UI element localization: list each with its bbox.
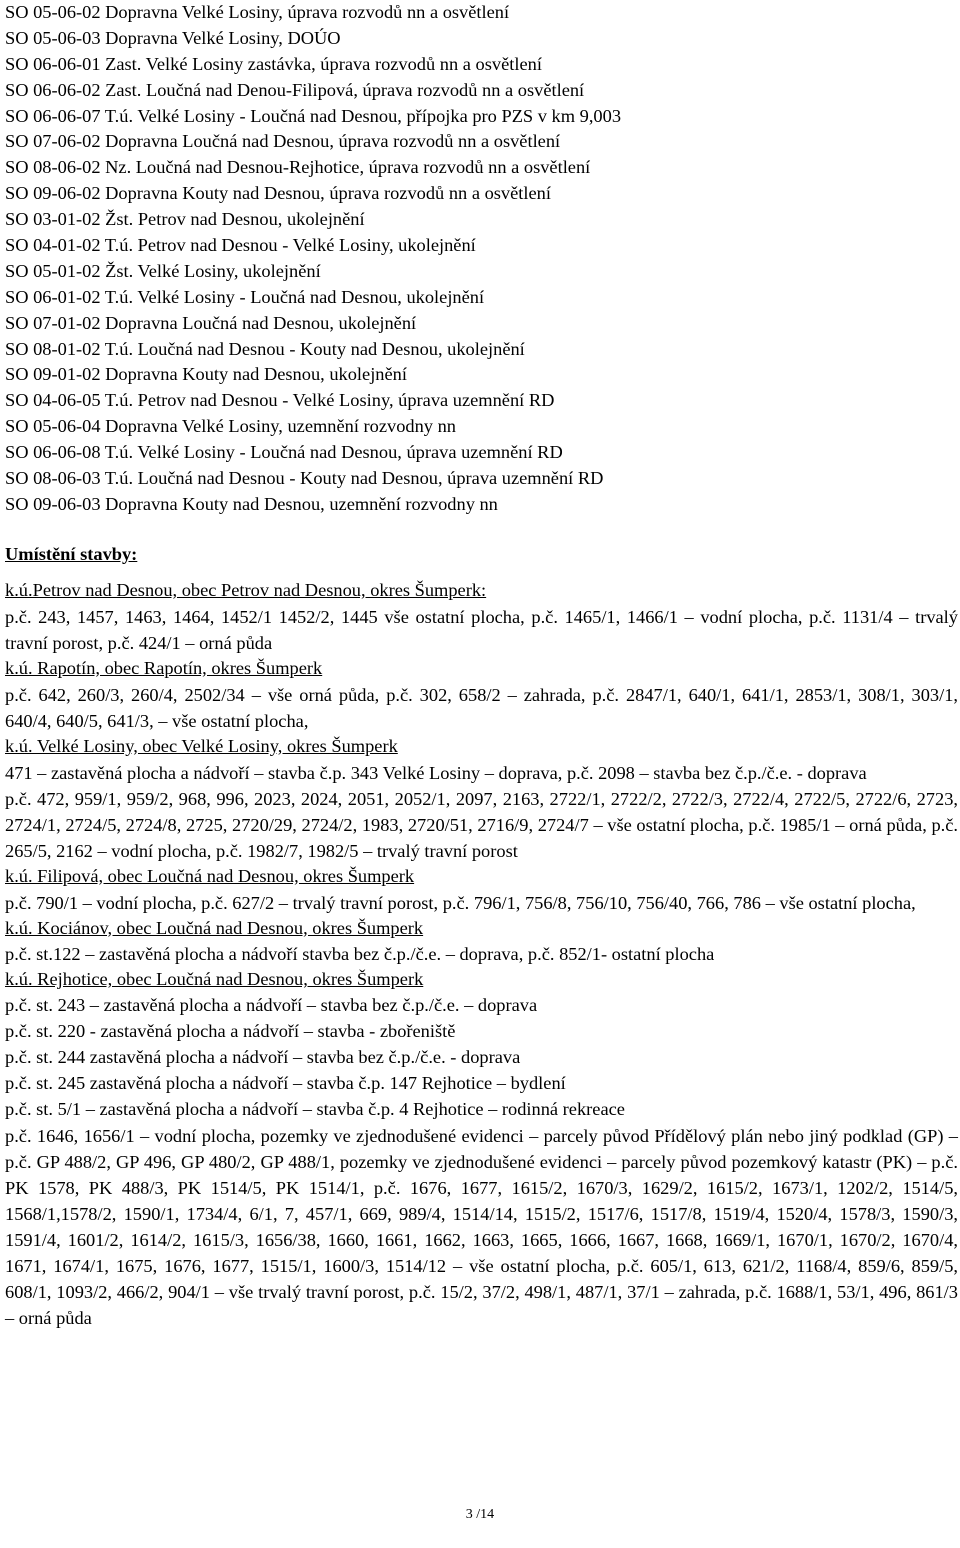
parcel-line-rejhotice: p.č. st. 243 – zastavěná plocha a nádvoří – stavba bez č.p./č.e. – doprava bbox=[5, 995, 538, 1016]
so-item: SO 07-01-02 Dopravna Loučná nad Desnou, ukolejnění bbox=[5, 312, 417, 333]
so-item: SO 09-06-03 Dopravna Kouty nad Desnou, uzemnění rozvodny nn bbox=[5, 493, 498, 514]
so-item: SO 06-06-01 Zast. Velké Losiny zastávka, úprava rozvodů nn a osvětlení bbox=[5, 53, 542, 74]
cadastral-title-velke-losiny: k.ú. Velké Losiny, obec Velké Losiny, okres Šumperk bbox=[5, 735, 398, 756]
so-item: SO 05-06-02 Dopravna Velké Losiny, úprava rozvodů nn a osvětlení bbox=[5, 2, 510, 22]
cadastral-title-petrov: k.ú.Petrov nad Desnou, obec Petrov nad Desnou, okres Šumperk: bbox=[5, 580, 487, 600]
so-item: SO 09-06-02 Dopravna Kouty nad Desnou, úprava rozvodů nn a osvětlení bbox=[5, 183, 551, 204]
so-item: SO 04-01-02 T.ú. Petrov nad Desnou - Velké Losiny, ukolejnění bbox=[5, 235, 476, 256]
parcels-rejhotice: p.č. 1646, 1656/1 – vodní plocha, pozemky ve zjednodušené evidenci – parcely původ Přídělový plán nebo jiný podklad (GP) – p.č. GP 488/2, GP 496, GP 480/2, GP 488/1, pozemky ve zjednodušené evidenci – parcely původ pozemkový katastr (PK) – p.č. PK 1578, PK 488/3, PK 1514/5, PK 1514/1, p.č. 1676, 1677, 1615/2, 1670/3, 1629/2, 1615/2, 1673/1, 1202/2, 1514/5, 1568/1,1578/2, 1590/1, 1734/4, 6/1, 7, 457/1, 669, 989/4, 1514/14, 1515/2, 1517/6, 1517/8, 1519/4, 1520/4, 1578/3, 1590/3, 1591/4, 1601/2, 1614/2, 1615/3, 1656/38, 1660, 1661, 1662, 1663, 1665, 1666, 1667, 1668, 1669/1, 1670/1, 1670/2, 1670/4, 1671, 1674/1, 1675, 1676, 1677, 1515/1, 1600/3, 1514/12 – vše ostatní plocha, p.č. 605/1, 613, 621/2, 1168/4, 859/6, 859/5, 608/1, 1093/2, 466/2, 904/1 – vše trvalý travní porost, p.č. 15/2, 37/2, 498/1, 487/1, 37/1 – zahrada, p.č. 1688/1, 53/1, 496, 861/3 – orná půda bbox=[5, 1125, 958, 1328]
so-item: SO 06-06-07 T.ú. Velké Losiny - Loučná nad Desnou, přípojka pro PZS v km 9,003 bbox=[5, 105, 622, 126]
so-list bbox=[5, 0, 955, 518]
so-item: SO 09-01-02 Dopravna Kouty nad Desnou, ukolejnění bbox=[5, 364, 407, 385]
parcels-filipova: p.č. 790/1 – vodní plocha, p.č. 627/2 – trvalý travní porost, p.č. 796/1, 756/8, 756/10, 756/40, 766, 786 – vše ostatní plocha, bbox=[5, 892, 916, 913]
so-item: SO 08-06-03 T.ú. Loučná nad Desnou - Kouty nad Desnou, úprava uzemnění RD bbox=[5, 468, 604, 489]
cadastral-title-filipova: k.ú. Filipová, obec Loučná nad Desnou, okres Šumperk bbox=[5, 865, 415, 886]
parcels-rapotin: p.č. 642, 260/3, 260/4, 2502/34 – vše orná půda, p.č. 302, 658/2 – zahrada, p.č. 2847/1, 640/1, 641/1, 2853/1, 308/1, 303/1, 640/4, 640/5, 641/3, – vše ostatní plocha, bbox=[5, 684, 958, 731]
so-item: SO 07-06-02 Dopravna Loučná nad Desnou, úprava rozvodů nn a osvětlení bbox=[5, 131, 561, 152]
parcel-line-rejhotice: p.č. st. 5/1 – zastavěná plocha a nádvoří – stavba č.p. 4 Rejhotice – rodinná rekreace bbox=[5, 1098, 625, 1119]
location-heading: Umístění stavby: bbox=[5, 544, 138, 564]
parcels-petrov: p.č. 243, 1457, 1463, 1464, 1452/1 1452/2, 1445 vše ostatní plocha, p.č. 1465/1, 1466/1 – vodní plocha, p.č. 1131/4 – trvalý travní porost, p.č. 424/1 – orná půda bbox=[5, 606, 958, 653]
parcels-velke-losiny: p.č. 472, 959/1, 959/2, 968, 996, 2023, 2024, 2051, 2052/1, 2097, 2163, 2722/1, 2722/2, 2722/3, 2722/4, 2722/5, 2722/6, 2723, 2724/1, 2724/5, 2724/8, 2725, 2720/29, 2724/2, 1983, 2720/51, 2716/9, 2724/7 – vše ostatní plocha, p.č. 1985/1 – orná půda, p.č. 265/5, 2162 – vodní plocha, p.č. 1982/7, 1982/5 – trvalý travní porost bbox=[5, 788, 958, 861]
so-item: SO 05-01-02 Žst. Velké Losiny, ukolejnění bbox=[5, 260, 321, 281]
so-item: SO 08-01-02 T.ú. Loučná nad Desnou - Kouty nad Desnou, ukolejnění bbox=[5, 338, 525, 359]
so-item: SO 03-01-02 Žst. Petrov nad Desnou, ukolejnění bbox=[5, 209, 365, 230]
so-item: SO 05-06-03 Dopravna Velké Losiny, DOÚO bbox=[5, 27, 341, 48]
page-number: 3 /14 bbox=[465, 1507, 495, 1522]
location-section bbox=[5, 541, 958, 1331]
so-item: SO 05-06-04 Dopravna Velké Losiny, uzemnění rozvodny nn bbox=[5, 416, 456, 437]
parcel-line-rejhotice: p.č. st. 245 zastavěná plocha a nádvoří – stavba č.p. 147 Rejhotice – bydlení bbox=[5, 1073, 566, 1094]
parcels-velke-losiny-buildings: 471 – zastavěná plocha a nádvoří – stavba č.p. 343 Velké Losiny – doprava, p.č. 2098 – stavba bez č.p./č.e. - doprava bbox=[5, 762, 867, 783]
cadastral-title-rejhotice: k.ú. Rejhotice, obec Loučná nad Desnou, okres Šumperk bbox=[5, 969, 424, 990]
parcels-kocianov: p.č. st.122 – zastavěná plocha a nádvoří stavba bez č.p./č.e. – doprava, p.č. 852/1- ostatní plocha bbox=[5, 943, 715, 964]
so-item: SO 06-01-02 T.ú. Velké Losiny - Loučná nad Desnou, ukolejnění bbox=[5, 286, 485, 307]
parcel-line-rejhotice: p.č. st. 244 zastavěná plocha a nádvoří – stavba bez č.p./č.e. - doprava bbox=[5, 1047, 521, 1068]
so-item: SO 06-06-02 Zast. Loučná nad Denou-Filipová, úprava rozvodů nn a osvětlení bbox=[5, 79, 585, 100]
so-item: SO 06-06-08 T.ú. Velké Losiny - Loučná nad Desnou, úprava uzemnění RD bbox=[5, 442, 563, 463]
cadastral-title-rapotin: k.ú. Rapotín, obec Rapotín, okres Šumperk bbox=[5, 657, 323, 678]
so-item: SO 08-06-02 Nz. Loučná nad Desnou-Rejhotice, úprava rozvodů nn a osvětlení bbox=[5, 157, 591, 178]
parcel-line-rejhotice: p.č. st. 220 - zastavěná plocha a nádvoří – stavba - zbořeniště bbox=[5, 1021, 456, 1042]
so-item: SO 04-06-05 T.ú. Petrov nad Desnou - Velké Losiny, úprava uzemnění RD bbox=[5, 390, 555, 411]
cadastral-title-kocianov: k.ú. Kociánov, obec Loučná nad Desnou, okres Šumperk bbox=[5, 917, 424, 938]
